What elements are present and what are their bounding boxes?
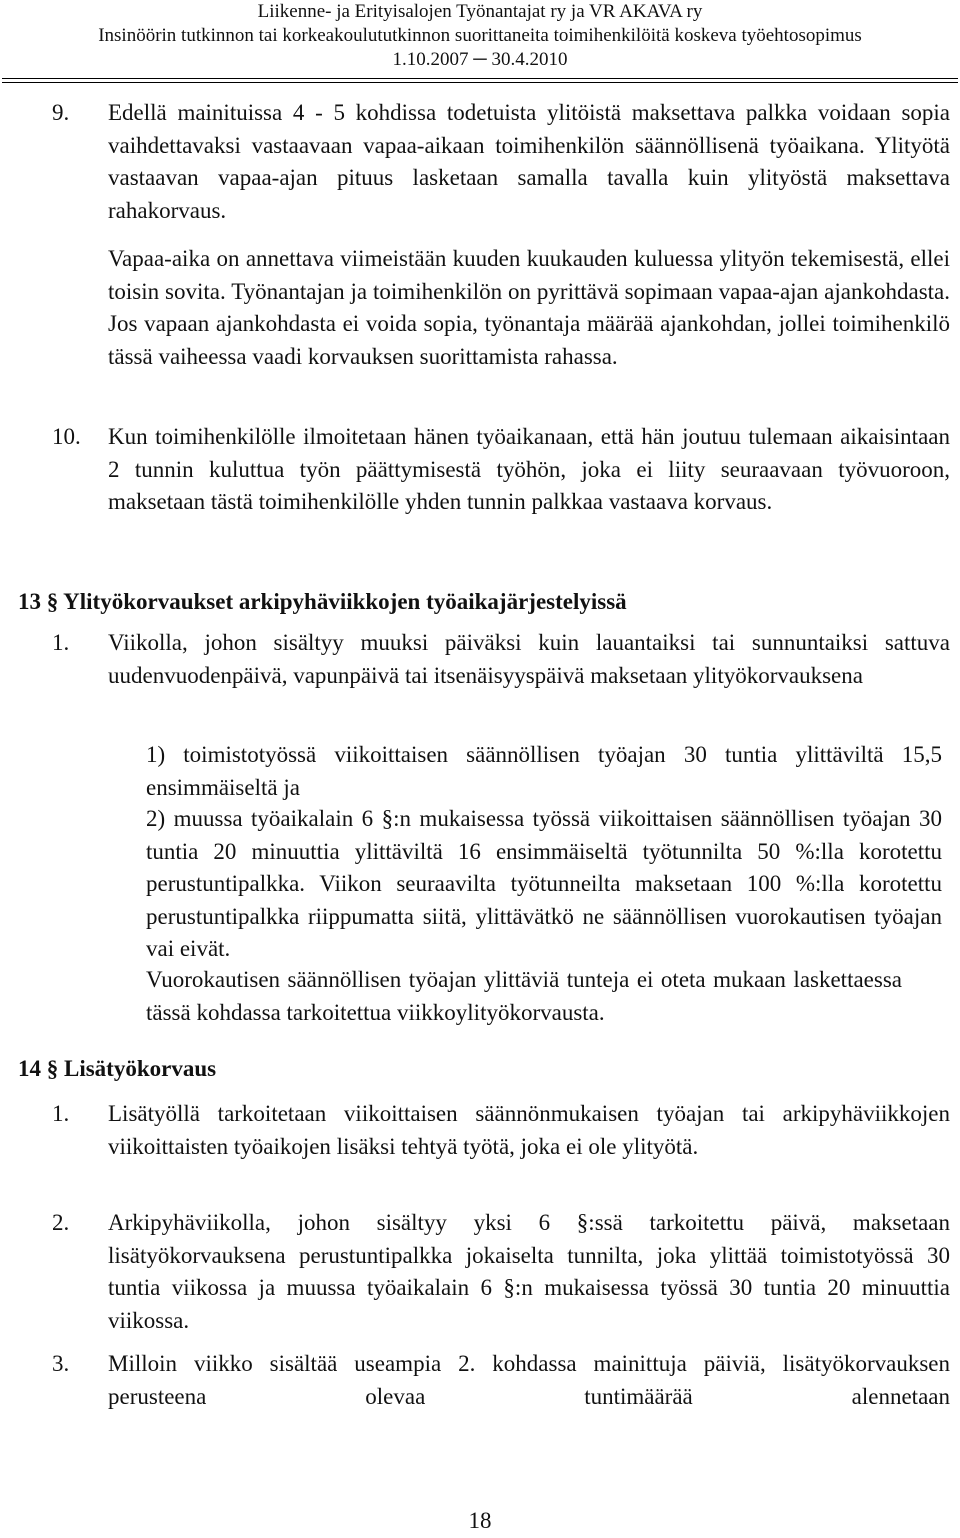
item-9-paragraph-2: Vapaa-aika on annettava viimeistään kuuden kuukauden kuluessa ylityön tekemisestä, ellei toisin sovita. Työnantajan ja toimihenkilön on pyrittävä sopimaan vapaa-ajan ajankohdasta. Jos vapaan ajankohdasta ei voida sopia, työnantaja määrää ajankohdan, jollei toimihenkilö tässä vaiheessa vaadi korvauksen suorittamista rahassa. <box>108 246 950 369</box>
section-13-note: Vuorokautisen säännöllisen työajan ylittäviä tunteja ei oteta mukaan laskettaessa tässä kohdassa tarkoitettua viikkoylityökorvausta. <box>146 967 902 1025</box>
item-10-number: 10. <box>52 424 81 449</box>
header-line-3: 1.10.2007 ─ 30.4.2010 <box>392 49 568 70</box>
page-header <box>0 0 960 72</box>
item-9-number: 9. <box>52 100 70 125</box>
section-14-item-1-text: Lisätyöllä tarkoitetaan viikoittaisen säännönmukaisen työajan tai arkipyhäviikkojen viikoittaisten työaikojen lisäksi tehtyä työtä, joka ei ole ylityötä. <box>108 1101 950 1159</box>
section-14-item-3-text: Milloin viikko sisältää useampia 2. kohdassa mainittuja päiviä, lisätyökorvauksen perusteena olevaa tuntimäärää alennetaan <box>108 1351 950 1409</box>
section-13-item-1-number: 1. <box>52 630 70 655</box>
section-13-subitem-1: 1) toimistotyössä viikoittaisen säännöllisen työajan 30 tuntia ylittäviltä 15,5 ensimmäiseltä ja <box>146 742 942 800</box>
header-line-1: Liikenne- ja Erityisalojen Työnantajat ry ja VR AKAVA ry <box>257 1 703 22</box>
section-13-subitem-2: 2) muussa työaikalain 6 §:n mukaisessa työssä viikoittaisen säännöllisen työajan 30 tuntia 20 minuuttia ylittäviltä 16 ensimmäiseltä työtunnilta 50 %:lla korotettu perustuntipalkka. Viikon seuraavilta työtunneilta maksetaan 100 %:lla korotettu perustuntipalkka riippumatta siitä, ylittävätkö ne säännöllisen vuorokautisen työajan vai eivät. <box>146 806 942 961</box>
section-14-item-1-number: 1. <box>52 1101 70 1126</box>
section-14-item-3-number: 3. <box>52 1351 70 1376</box>
section-14-item-2-text: Arkipyhäviikolla, johon sisältyy yksi 6 §:ssä tarkoitettu päivä, maksetaan lisätyökorvauksena perustuntipalkka jokaiselta tunnilta, joka ylittää toimistotyössä 30 tuntia viikossa ja muussa työaikalain 6 §:n mukaisessa työssä 30 tuntia 20 minuuttia viikossa. <box>108 1210 950 1333</box>
section-13-heading: 13 § Ylityökorvaukset arkipyhäviikkojen työaikajärjestelyissä <box>18 589 627 614</box>
header-divider <box>2 78 958 79</box>
header-divider-2 <box>2 82 958 83</box>
item-10-paragraph: Kun toimihenkilölle ilmoitetaan hänen työaikanaan, että hän joutuu tulemaan aikaisintaan 2 tunnin kuluttua työn päättymisestä työhön, joka ei liity seuraavaan työvuoroon, maksetaan tästä toimihenkilölle yhden tunnin palkkaa vastaava korvaus. <box>108 424 950 514</box>
section-14-heading: 14 § Lisätyökorvaus <box>18 1056 217 1081</box>
section-14-item-2-number: 2. <box>52 1210 70 1235</box>
header-line-2: Insinöörin tutkinnon tai korkeakoulututkinnon suorittaneita toimihenkilöitä koskeva työehtosopimus <box>98 25 862 46</box>
section-13-item-1-text: Viikolla, johon sisältyy muuksi päiväksi kuin lauantaiksi tai sunnuntaiksi sattuva uudenvuodenpäivä, vapunpäivä tai itsenäisyyspäivä maksetaan ylityökorvauksena <box>108 630 950 688</box>
item-9-paragraph-1: Edellä mainituissa 4 - 5 kohdissa todetuista ylitöistä maksettava palkka voidaan sopia vaihdettavaksi vastaavaan vapaa-aikaan toimihenkilön säännöllisenä työaikana. Ylityötä vastaavan vapaa-ajan pituus lasketaan samalla tavalla kuin ylityöstä maksettava rahakorvaus. <box>108 100 950 223</box>
page-number: 18 <box>468 1508 492 1533</box>
